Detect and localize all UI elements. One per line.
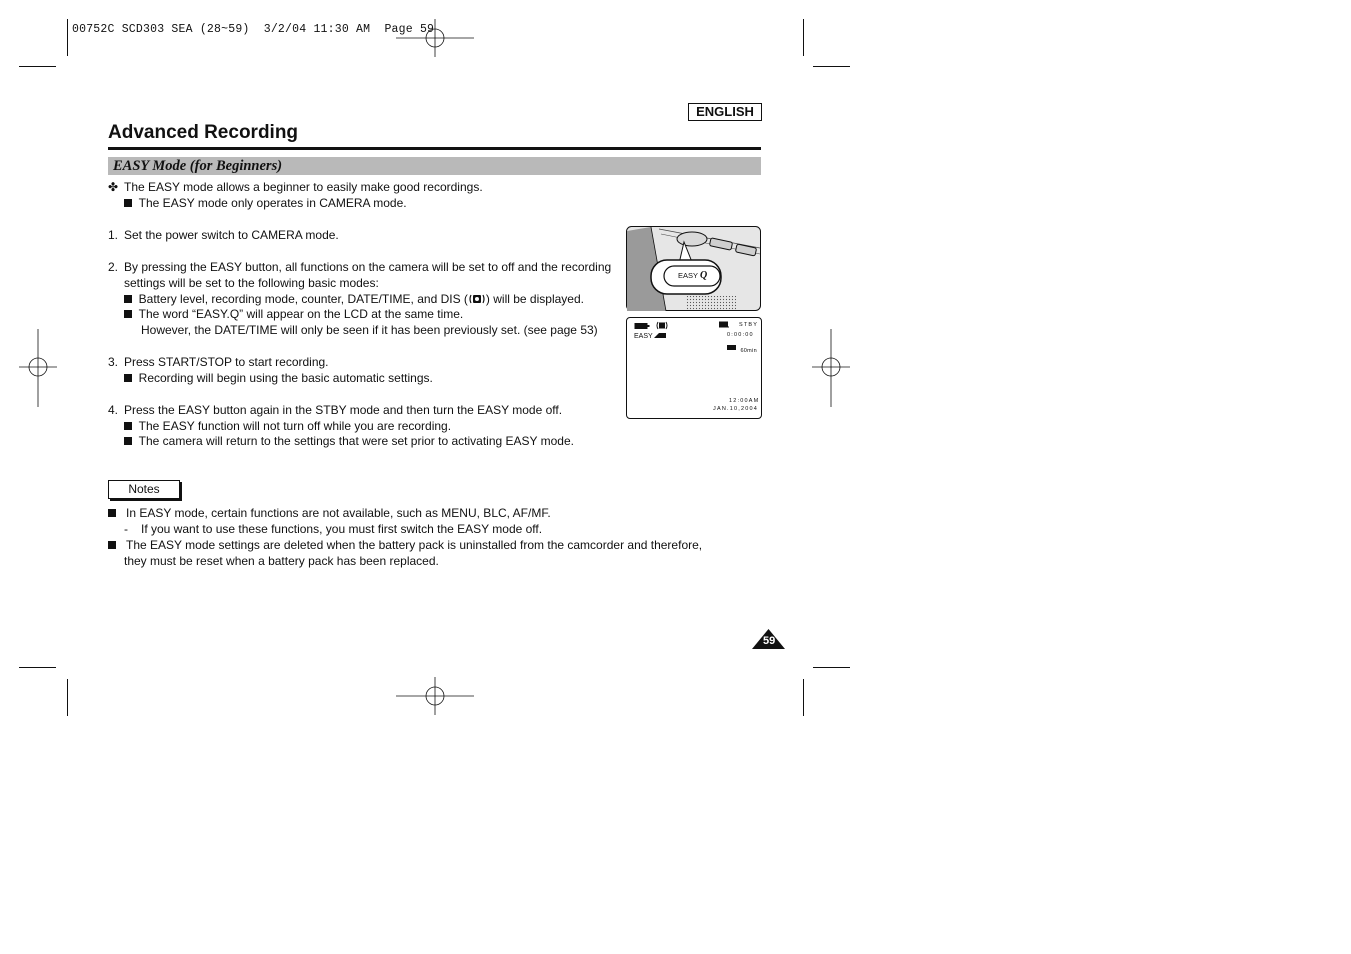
crop-mark [813, 66, 850, 67]
crop-mark [813, 667, 850, 668]
easy-q-icon [653, 332, 667, 339]
note-item-cont: they must be reset when a battery pack has been replaced. [124, 554, 439, 568]
square-bullet-icon [108, 509, 116, 517]
page-number: 59 [763, 635, 776, 647]
lcd-time: 12:00AM [729, 398, 760, 404]
crop-mark [19, 66, 56, 67]
step-text: Press the EASY button again in the STBY mode and then turn the EASY mode off. [124, 403, 563, 417]
lcd-screen [626, 317, 762, 419]
square-bullet-icon [124, 422, 132, 430]
crop-mark [67, 679, 68, 716]
title-rule [108, 147, 761, 150]
square-bullet-icon [124, 310, 132, 318]
step-sub: The word “EASY.Q” will appear on the LCD at the same time. [124, 306, 463, 322]
step-number: 4. [108, 403, 119, 417]
battery-icon [634, 322, 650, 330]
notes-label: Notes [108, 480, 180, 499]
step-text: Press START/STOP to start recording. [124, 355, 329, 369]
step-number: 1. [108, 228, 119, 242]
dis-icon [656, 321, 668, 330]
lcd-date: JAN.10,2004 [713, 406, 758, 412]
square-bullet-icon [124, 437, 132, 445]
step-number: 2. [108, 260, 119, 274]
intro-bullet: ✤ [108, 180, 119, 194]
registration-mark-icon [19, 329, 57, 407]
page-title: Advanced Recording [108, 122, 299, 143]
camcorder-body-icon [626, 226, 761, 311]
step-sub: The camera will return to the settings that were set prior to activating EASY mode. [124, 433, 574, 449]
tape-remaining-icon [727, 345, 736, 350]
note-sub: If you want to use these functions, you must first switch the EASY mode off. [141, 522, 543, 536]
tape-icon [719, 321, 729, 328]
crop-mark [67, 19, 68, 56]
crop-mark [19, 667, 56, 668]
registration-mark-icon [396, 677, 474, 715]
step-sub: Battery level, recording mode, counter, DATE/TIME, and DIS ( ) will be displayed. [124, 291, 584, 307]
lcd-easy-label: EASY [634, 332, 667, 340]
language-badge: ENGLISH [688, 103, 762, 121]
step-number: 3. [108, 355, 119, 369]
step-text-cont: settings will be set to the following basic modes: [124, 276, 379, 290]
lcd-remaining: 60min [727, 339, 757, 357]
lcd-stby: STBY [739, 322, 759, 328]
easy-button-illustration [626, 226, 761, 311]
intro-sub: The EASY mode only operates in CAMERA mode. [124, 195, 407, 211]
registration-mark-icon [812, 329, 850, 407]
intro-text: The EASY mode allows a beginner to easily make good recordings. [124, 180, 483, 194]
square-bullet-icon [108, 541, 116, 549]
easy-button-label: EASY Q [678, 270, 708, 281]
square-bullet-icon [124, 199, 132, 207]
note-item: The EASY mode settings are deleted when the battery pack is uninstalled from the camcorder and therefore, [108, 537, 702, 553]
crop-mark [803, 19, 804, 56]
step-sub: Recording will begin using the basic automatic settings. [124, 370, 433, 386]
step-text: Set the power switch to CAMERA mode. [124, 228, 339, 242]
step-text: By pressing the EASY button, all functions on the camera will be set to off and the recording [124, 260, 612, 274]
step-sub-cont: However, the DATE/TIME will only be seen if it has been previously set. (see page 53) [141, 323, 598, 337]
note-sub-dash: - [124, 522, 128, 536]
square-bullet-icon [124, 295, 132, 303]
step-sub: The EASY function will not turn off while you are recording. [124, 418, 451, 434]
square-bullet-icon [124, 374, 132, 382]
section-title: EASY Mode (for Beginners) [113, 158, 283, 174]
print-slug: 00752C SCD303 SEA (28~59) 3/2/04 11:30 AM Page 59 [72, 23, 435, 36]
registration-mark-icon [396, 19, 474, 57]
crop-mark [803, 679, 804, 716]
lcd-counter: 0:00:00 [727, 332, 754, 338]
note-item: In EASY mode, certain functions are not available, such as MENU, BLC, AF/MF. [108, 505, 551, 521]
dis-icon [468, 293, 486, 305]
